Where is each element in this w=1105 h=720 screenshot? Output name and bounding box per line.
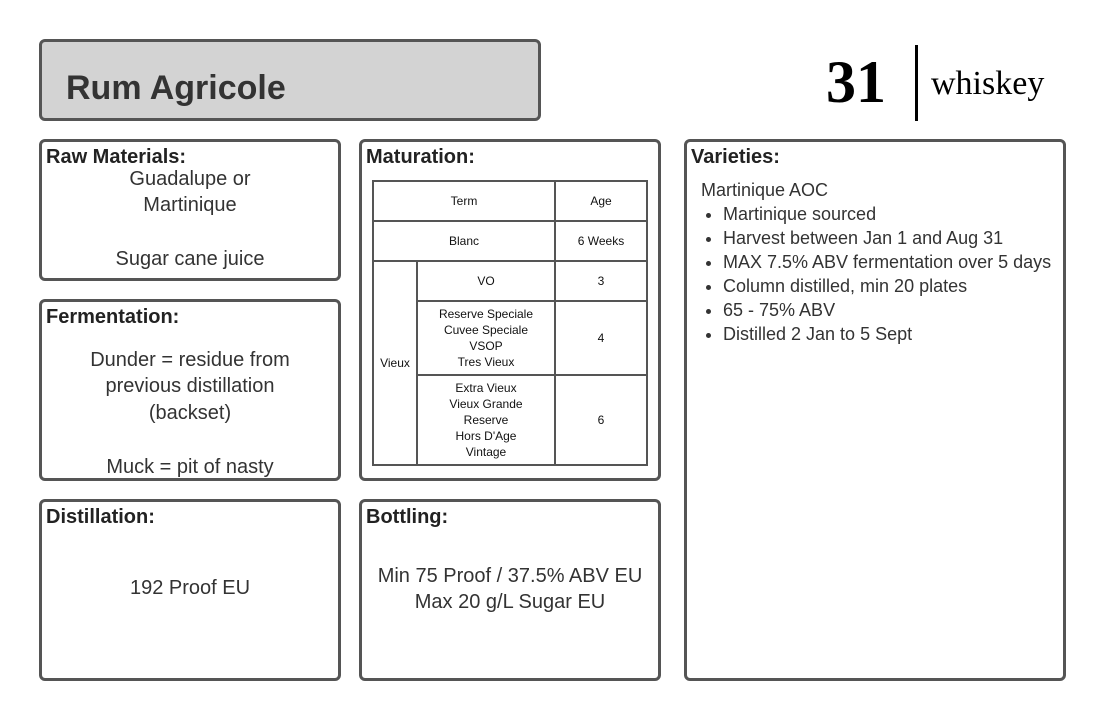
logo-word: whiskey	[931, 65, 1045, 102]
table-term-line: Tres Vieux	[457, 355, 515, 369]
bottling-line2: Max 20 g/L Sugar EU	[414, 591, 606, 613]
varieties-heading: Varieties:	[691, 146, 780, 168]
list-item: • MAX 7.5% ABV fermentation over 5 days	[723, 250, 1053, 274]
table-header-age: Age	[555, 181, 647, 221]
title-box	[39, 39, 541, 121]
raw-materials-heading: Raw Materials:	[46, 146, 187, 168]
table-row-term	[417, 301, 555, 375]
fermentation-box	[39, 299, 341, 481]
fermentation-line2: previous distillation	[105, 375, 275, 397]
table-term-line: Reserve Speciale	[438, 307, 534, 321]
list-item: • Distilled 2 Jan to 5 Sept	[723, 322, 1053, 346]
distillation-heading: Distillation:	[46, 506, 155, 528]
raw-materials-line2: Martinique	[143, 194, 237, 216]
bottling-box	[359, 499, 661, 681]
table-row-term	[417, 261, 555, 301]
table-header-term: Term	[373, 181, 555, 221]
table-term-line: Cuvee Speciale	[443, 323, 529, 337]
table-cell-blanc-age: 6 Weeks	[555, 221, 647, 261]
table-term-line: VSOP	[469, 339, 503, 353]
table-term-line: Reserve	[463, 413, 509, 427]
logo-number: 31	[826, 49, 886, 115]
raw-materials-line3: Sugar cane juice	[115, 248, 265, 270]
maturation-box	[359, 139, 661, 481]
varieties-box	[684, 139, 1066, 681]
fermentation-heading: Fermentation:	[46, 306, 180, 328]
list-item: • Martinique sourced	[723, 202, 1053, 226]
table-row-age: 3	[555, 261, 647, 301]
list-item: • Column distilled, min 20 plates	[723, 274, 1053, 298]
table-cell-vieux-label: Vieux	[373, 261, 417, 465]
table-term-line: Extra Vieux	[455, 381, 517, 395]
maturation-table	[372, 180, 648, 466]
varieties-name: Martinique AOC	[701, 180, 829, 200]
page-title: Rum Agricole	[66, 69, 286, 107]
varieties-bullets	[701, 202, 1053, 346]
distillation-line1: 192 Proof EU	[129, 577, 251, 599]
fermentation-line4: Muck = pit of nasty	[106, 456, 274, 478]
varieties-list	[701, 178, 1053, 346]
fermentation-line3: (backset)	[148, 402, 232, 424]
table-term-line: VO	[477, 274, 495, 288]
table-term-line: Hors D'Age	[455, 429, 517, 443]
bottling-heading: Bottling:	[366, 506, 449, 528]
fermentation-line1: Dunder = residue from	[90, 349, 290, 371]
table-cell-blanc-term: Blanc	[373, 221, 555, 261]
raw-materials-line1: Guadalupe or	[129, 168, 251, 190]
distillation-box	[39, 499, 341, 681]
logo-divider	[915, 45, 918, 121]
table-term-line: Vieux Grande	[449, 397, 523, 411]
table-row-age: 4	[555, 301, 647, 375]
list-item: • 65 - 75% ABV	[723, 298, 1053, 322]
raw-materials-box	[39, 139, 341, 281]
table-term-line: Vintage	[465, 445, 507, 459]
table-row-age: 6	[555, 375, 647, 465]
table-row-term	[417, 375, 555, 465]
bottling-line1: Min 75 Proof / 37.5% ABV EU	[377, 565, 643, 587]
maturation-heading: Maturation:	[366, 146, 475, 168]
list-item: • Harvest between Jan 1 and Aug 31	[723, 226, 1053, 250]
